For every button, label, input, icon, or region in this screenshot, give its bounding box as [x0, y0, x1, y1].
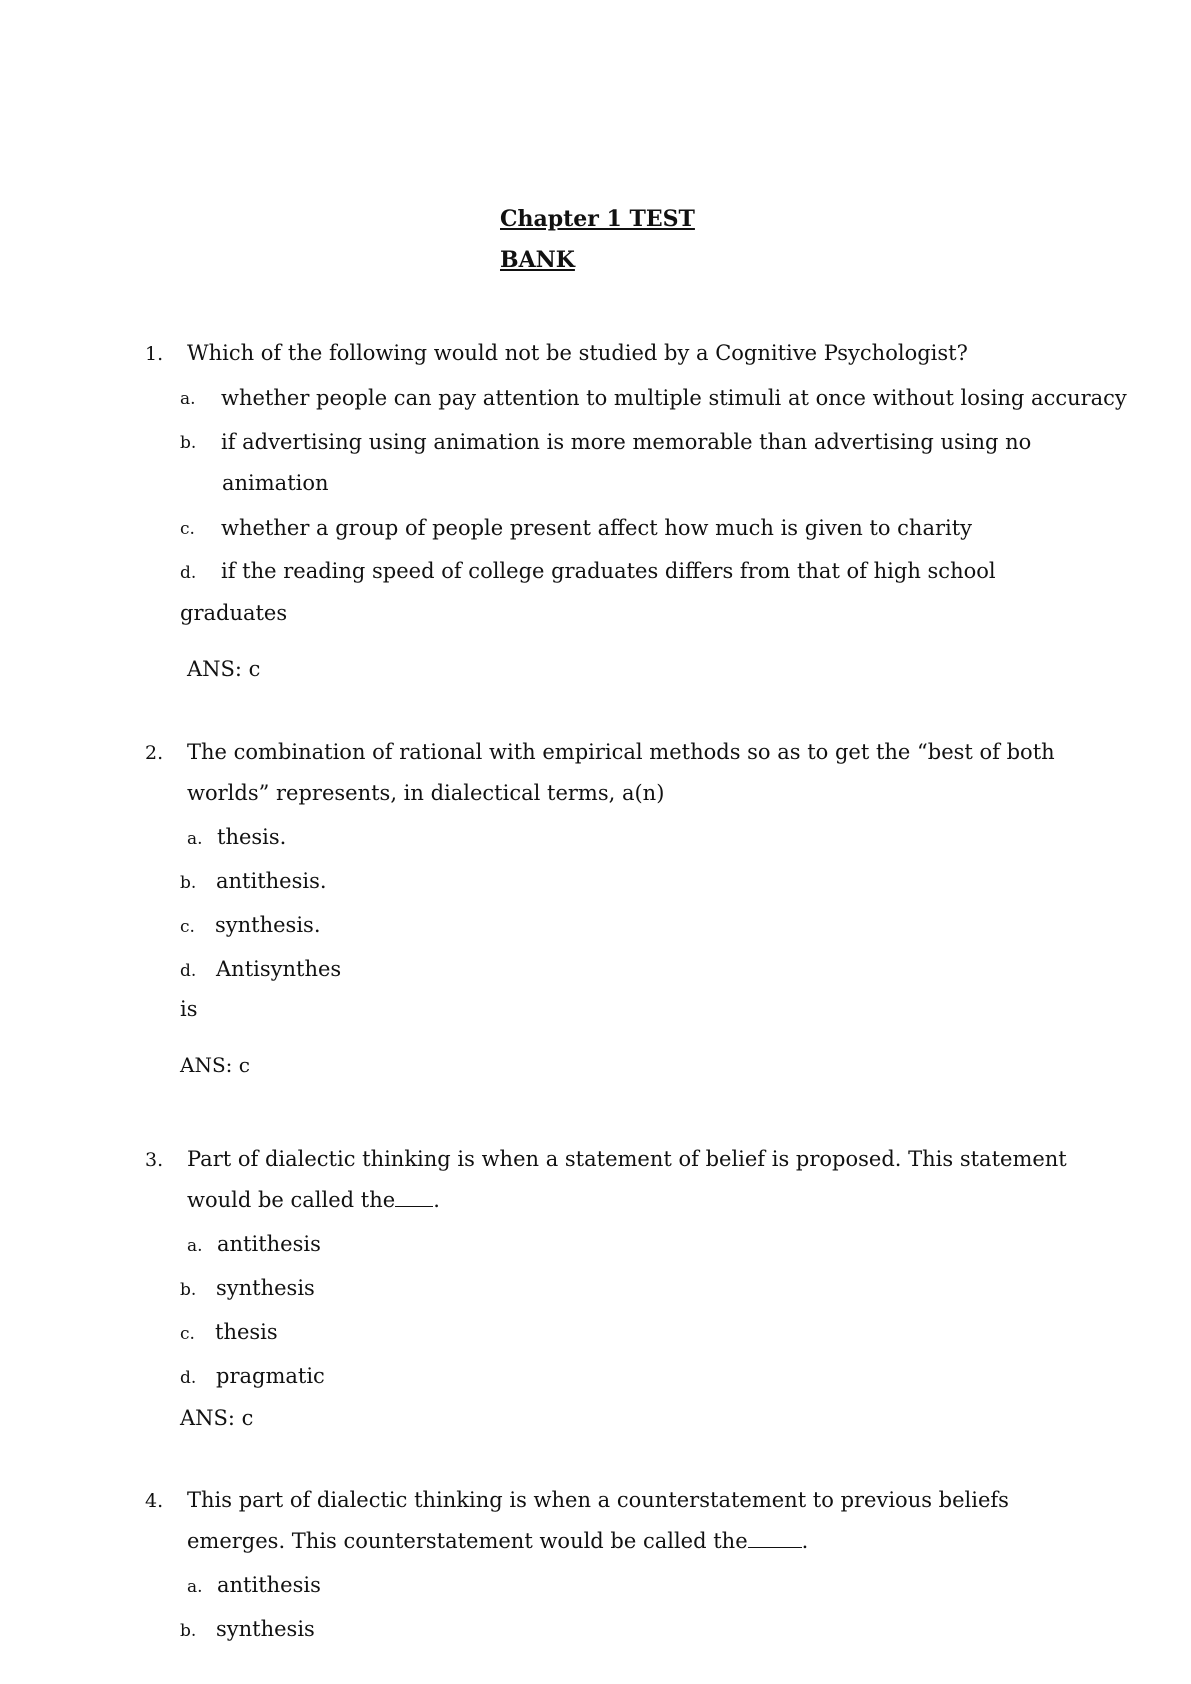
stem-text: would be called the	[187, 1188, 396, 1212]
question-stem: The combination of rational with empirical methods so as to get the “best of both	[187, 740, 1055, 764]
option-text: synthesis	[216, 1276, 315, 1300]
stem-end: .	[801, 1529, 809, 1553]
option-text: synthesis.	[215, 913, 321, 937]
option-letter: b.	[180, 1621, 197, 1641]
option-letter: c.	[180, 519, 195, 539]
question-number: 2.	[145, 742, 164, 764]
option-letter: a.	[187, 1236, 203, 1256]
option-text: whether a group of people present affect how much is given to charity	[221, 516, 973, 540]
question-stem-continued	[187, 1529, 808, 1553]
option-letter: c.	[180, 1324, 195, 1344]
option-text: antithesis	[217, 1573, 321, 1597]
option-text: whether people can pay attention to multiple stimuli at once without losing accuracy	[221, 386, 1127, 410]
option-text-continued: animation	[222, 471, 329, 495]
option-letter: d.	[180, 1368, 197, 1388]
option-letter: c.	[180, 917, 195, 937]
page-title: Chapter 1 TEST	[500, 206, 695, 232]
page-title-line-2: BANK	[500, 247, 575, 273]
question-number: 1.	[145, 343, 164, 365]
question-stem-continued	[187, 1188, 440, 1212]
option-text-continued: is	[180, 997, 198, 1021]
option-text: pragmatic	[216, 1364, 325, 1388]
option-letter: b.	[180, 873, 197, 893]
option-text: Antisynthes	[216, 957, 342, 981]
option-text: antithesis	[217, 1232, 321, 1256]
option-letter: a.	[187, 829, 203, 849]
question-stem: Which of the following would not be studied by a Cognitive Psychologist?	[187, 341, 968, 365]
stem-end: .	[433, 1188, 440, 1212]
question-stem-continued: worlds” represents, in dialectical terms, a(n)	[187, 781, 665, 805]
question-stem: This part of dialectic thinking is when a counterstatement to previous beliefs	[187, 1488, 1009, 1512]
option-letter: d.	[180, 961, 197, 981]
option-letter: d.	[180, 563, 197, 583]
option-text: thesis.	[217, 825, 287, 849]
option-text: if advertising using animation is more memorable than advertising using no	[221, 430, 1032, 454]
option-letter: b.	[180, 433, 197, 453]
question-number: 3.	[145, 1149, 164, 1171]
question-stem: Part of dialectic thinking is when a statement of belief is proposed. This statement	[187, 1147, 1067, 1171]
option-letter: b.	[180, 1280, 197, 1300]
answer-blank	[748, 1546, 802, 1548]
answer-blank	[395, 1205, 433, 1207]
stem-text: emerges. This counterstatement would be called the	[187, 1529, 748, 1553]
answer: ANS: c	[187, 657, 261, 681]
option-letter: a.	[180, 389, 196, 409]
answer: ANS: c	[180, 1053, 250, 1077]
question-number: 4.	[145, 1490, 164, 1512]
option-text: antithesis.	[216, 869, 327, 893]
option-letter: a.	[187, 1577, 203, 1597]
option-text-continued: graduates	[180, 601, 288, 625]
option-text: if the reading speed of college graduates differs from that of high school	[221, 559, 996, 583]
option-text: thesis	[215, 1320, 278, 1344]
option-text: synthesis	[216, 1617, 315, 1641]
answer: ANS: c	[180, 1406, 254, 1430]
